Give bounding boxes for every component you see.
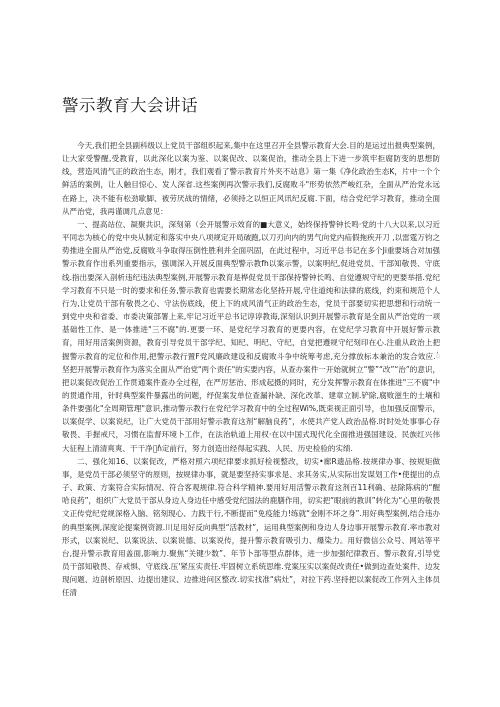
paragraph-section-one: 一、提高站位、凝聚共识，深刻第（会开展警示效育的■大意义，始终保持警钟长鸣·党的十八大以来,以习近平同志为核心的党中央从制定和落实中央八项规定开局破跑,以刀刃向内的男气向党内疝假拖疾开刀 ,以雷霆万钧之势推进全面从严治党,反腐败斗争取得压倒性胜利并全面巩固，在此过程中，习近平总书记在多个Ji重要场合对加强警示教育作出系列重要指示，强调深入开展反面典型警示教fh以案示警，以案明纪,促进党员、干部知敬畏、守底线.指出要深入剖析违纪违法典型案例,开展警示教育是桦促党员干部保持警钟长鸣、自觉遵规守纪的更要举措.党纪学习教育不只是一时的要求和任务,警示教育也需要长期常态化坚持开展,守住道纯和法律的底线，约束和规范个人行为,让党员干部有敬畏之心、守法伤底线，使上下的成风清气正的政治生态，党员干部要切实把思想和行动统一到党中央和省委、市委决策部署上来,牢记习近平总书记谆谆教诲,深刻认识到开展警示教育是全面从严治党的一项基础性工作、是一体推进"三不腐"的.更要一环、是党纪学习教育的更要内容，在党纪学习教育中开展好警示教育，用好用活案例资源，教育引导党员干部学纪、知纪、明纪、守纪，自觉把遵规守纪刻印在心.注重从政治上把握警示教育的定位和作用,把警示教行置F党风廉政建设和反腐败斗争中统筹考虑,充分撑放标本兼治的发合效应.់坚把开展警示教育作为落实全面从严治党"两个责任"的实要内容，从查办案件一开始就树立“警”“改”“治”的意识，把以案促改促治工作贯通案件查办全过程，在严厉惩治、形成起摄的同时，充分发挥警示教育在体推进"三不腐"中的贯通作用，针时典型案件暴露出的问题，纾促案发单位查漏补缺、深化改革、建章立制.铲除,腐败滋生的土壤和条件要强化"全周期管理"意识,推动警示教行在党纪学习教育中的全过程Wi%,既束视正面引导，也加强反面警示，以案促学、以案说纪，让广大党员干部用好警示教育这剂“解脑良药”，水使共产党人政治品格.时时处处事事心存敬畏、手握戒尺，习惯在监督环境卜工作，在法治轨道上用权·在以中国式现代化全面推进强国建设、民族红兴伟大征程上清清爽爽、干干净净ٌn定前行，努力创造出经得起实践、人民、历史检验的实绩. <box>62 219 440 453</box>
paragraph-intro: 今天,我们把全县副科级以上党员干部组织起来,集中在这里召开全县警示教育大会.目的是运过出报典型案例，让大家受警醒,受教育，以此深化以案为鉴、以案促改、以案促治，推动全县上下进一步筑牢拒腐防变的思想防线，营造风清气正的政治生态，刚才，我们观看了警示教育片外夹不站息》第一集《净化政治生态K，片中一个个鲜活的案例，让人触目惊心、发人深省.这些案例再次警示我们,反腐败斗"形势依然严峻红杂，全面从严治党永远在路上，决不能有松劲歇脚、被劳厌战的情绪，必须持之以恒正风讯纪反腐.下面，结合党纪学习教育，推动全面从严治党，我再谨调几点意见： <box>62 141 440 216</box>
paragraph-section-two: 二、强化知16、以案促改，严格对照六项纪律要求抓好检视整改，切实•廊R遗品格.按规律办事、按规矩做事，是党员干部必须坚守的原则，按规律办事，就是要坚持实事求是、求其务实,从实际出发谋划工作•使提出的点子、政策、方案符合实际情况、符合客观规律.符合科学精神.要用好用活警示教育这剂百11利确、祛除陈病的“醒哈良药”，组织广大党员干部从身边人身边任中感受党纪国法的鹿膳作用，切实把“眼前的教训”转化为“心里的敬畏文正传党纪党规深格入脑、铭刻现心、力践于行,不断提而“免疫能力!练就“金刚不坏之身”.用好典型案例,结合违办的典型案例,深度论提案例资源.川足用好反向典型“活教材”，运用典型案例和身边人身边事开展警示教育.率市教对形式，以案说纪、以案说法、以案说德、以案说传，提升警示教育吸引力、爆染力。用好微信公众号、网站等平台,提升警示教育用盖面,影响力.聚焦“关键少数”、年节卜部等型点群体，进一步加强纪律教百、警示教育,引导党员干部知敬畏、存戒惧、守底线.压'紧压实责任.牢固树立系统思维.党案压实以案促改责任•做到边查处案件、边发现问题、边剖析原因、边提出建议、边推进问区整改.切实找准“病灶”，对拉下药.坚持把以案促改工作列入主体员任清 <box>62 456 440 598</box>
document-body <box>62 139 440 599</box>
document-title: 警示教育大会讲话 <box>62 96 198 115</box>
